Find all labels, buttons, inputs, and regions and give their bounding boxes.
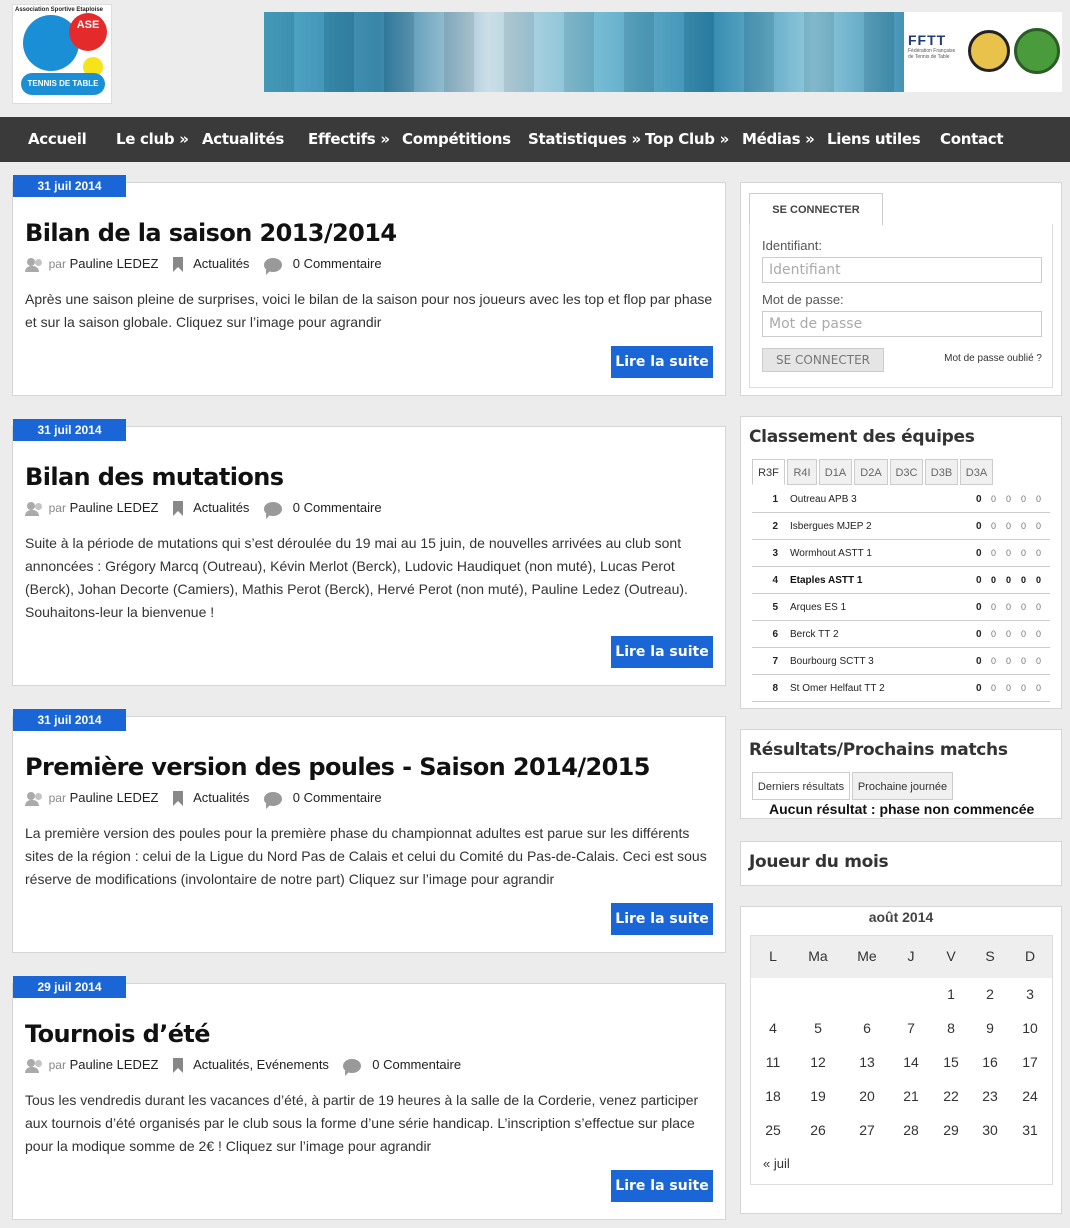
- nav-contact[interactable]: Contact: [940, 130, 1004, 148]
- username-input[interactable]: Identifiant: [762, 257, 1042, 283]
- tab-next-round[interactable]: Prochaine journée: [852, 772, 953, 800]
- calendar-day: 10: [1022, 1020, 1038, 1036]
- team-stat: 0: [1036, 494, 1042, 504]
- calendar-day: 5: [814, 1020, 822, 1036]
- read-more-button[interactable]: Lire la suite: [611, 1170, 713, 1202]
- player-of-month-title: Joueur du mois: [749, 852, 889, 872]
- category-icon: [173, 501, 183, 516]
- calendar-day: 26: [810, 1122, 826, 1138]
- rank-position: 3: [772, 548, 778, 559]
- calendar-title: août 2014: [868, 909, 934, 925]
- team-name: Bourbourg SCTT 3: [790, 656, 874, 667]
- ranking-widget: [740, 416, 1062, 709]
- calendar-day: 13: [859, 1054, 875, 1070]
- committee-seal-logo[interactable]: [968, 30, 1010, 72]
- team-stat: 0: [1006, 629, 1012, 639]
- calendar-day: 1: [947, 986, 955, 1002]
- calendar-day: 19: [810, 1088, 826, 1104]
- calendar-day: 11: [765, 1054, 781, 1070]
- calendar-day: 29: [943, 1122, 959, 1138]
- team-stat: 0: [991, 683, 997, 693]
- username-label: Identifiant:: [762, 238, 822, 253]
- calendar-day: 7: [907, 1020, 915, 1036]
- comment-icon: [264, 792, 282, 806]
- rank-position: 5: [772, 602, 778, 613]
- calendar-day: 16: [982, 1054, 998, 1070]
- team-name: Isbergues MJEP 2: [790, 521, 872, 532]
- team-stat: 0: [1006, 602, 1012, 612]
- calendar-day: 3: [1026, 986, 1034, 1002]
- read-more-button[interactable]: Lire la suite: [611, 636, 713, 668]
- post-date: 31 juil 2014: [13, 419, 126, 441]
- post-excerpt: Suite à la période de mutations qui s’est déroulée du 19 mai au 15 juin, de nouvelles arrivées au club sont annoncées : Grégory Marcq (Outreau), Kévin Merlot (Berck), Ludovic Haudiquet (non muté), Lucas Perot (Berck), Johan Decorte (Camiers), Mathis Perot (Berck), Hervé Perot (non muté), Pauline Ledez (Outreau). Souhaitons-leur la bienvenue !: [25, 535, 688, 620]
- calendar-day: 27: [859, 1122, 875, 1138]
- calendar-day: 24: [1022, 1088, 1038, 1104]
- calendar-day: 9: [986, 1020, 994, 1036]
- calendar-day: 14: [903, 1054, 919, 1070]
- main-nav: [0, 117, 1070, 162]
- comment-icon: [264, 502, 282, 516]
- ranking-row: [752, 540, 1050, 567]
- author-link[interactable]: Pauline LEDEZ: [69, 1057, 159, 1072]
- author-icon: [25, 1059, 45, 1073]
- calendar-day: 12: [810, 1054, 826, 1070]
- weekday-label: Ma: [808, 948, 828, 964]
- nav-actualites[interactable]: Actualités: [202, 130, 285, 148]
- club-logo[interactable]: [12, 4, 112, 104]
- author-icon: [25, 258, 45, 272]
- author-link[interactable]: Pauline LEDEZ: [69, 790, 159, 805]
- calendar-day: 17: [1022, 1054, 1038, 1070]
- calendar-day: 23: [982, 1088, 998, 1104]
- team-points: 0: [976, 656, 982, 667]
- category-icon: [173, 791, 183, 806]
- team-stat: 0: [1036, 521, 1042, 531]
- post-card: [12, 423, 726, 686]
- author-icon: [25, 502, 45, 516]
- team-stat: 0: [1006, 575, 1012, 585]
- rank-position: 4: [772, 575, 778, 586]
- login-tab[interactable]: SE CONNECTER: [749, 193, 883, 225]
- header-banner: [264, 12, 1062, 92]
- calendar-grid: [750, 935, 1053, 1185]
- fftt-subtitle: Fédération Française de Tennis de Table: [908, 48, 956, 60]
- ranking-row: [752, 486, 1050, 513]
- team-points: 0: [976, 548, 982, 559]
- rank-position: 6: [772, 629, 778, 640]
- post-date: 31 juil 2014: [13, 175, 126, 197]
- comment-icon: [343, 1059, 361, 1073]
- team-points: 0: [976, 575, 982, 586]
- calendar-day: 22: [943, 1088, 959, 1104]
- no-result-message: Aucun résultat : phase non commencée: [769, 801, 1035, 817]
- calendar-day: 4: [769, 1020, 777, 1036]
- password-label: Mot de passe:: [762, 292, 844, 307]
- team-points: 0: [976, 683, 982, 694]
- nav-top-club[interactable]: Top Club »: [645, 130, 729, 148]
- category-link[interactable]: Actualités: [193, 790, 250, 805]
- calendar-day: 21: [903, 1088, 919, 1104]
- team-name: Berck TT 2: [790, 629, 839, 640]
- team-stat: 0: [1006, 683, 1012, 693]
- ranking-row: [752, 621, 1050, 648]
- team-stat: 0: [991, 602, 997, 612]
- team-stat: 0: [1021, 602, 1027, 612]
- league-seal-logo[interactable]: [1014, 28, 1060, 74]
- post-excerpt: Tous les vendredis durant les vacances d’été, à partir de 19 heures à la salle de la Corderie, venez participer aux tournois d’été organisés par le club sous la forme d’une série handicap. L’inscription s’effectue sur place pour la modique somme de 2€ ! Cliquez sur l’image pour agrandir: [25, 1092, 699, 1154]
- tab-d1a[interactable]: D1A: [819, 459, 852, 485]
- team-stat: 0: [1036, 683, 1042, 693]
- results-widget: [740, 729, 1062, 819]
- calendar-day: 8: [947, 1020, 955, 1036]
- category-link-2[interactable]: Evénements: [256, 1057, 329, 1072]
- read-more-button[interactable]: Lire la suite: [611, 346, 713, 378]
- calendar-prev-month-link[interactable]: « juil: [763, 1156, 790, 1171]
- team-stat: 0: [1006, 521, 1012, 531]
- post-meta: [25, 255, 382, 273]
- category-link[interactable]: Actualités: [193, 500, 250, 515]
- weekday-label: D: [1024, 948, 1036, 964]
- post-title[interactable]: Tournois d’été: [25, 1020, 210, 1048]
- post-card: [12, 179, 726, 396]
- post-excerpt: La première version des poules pour la première phase du championnat adultes est parue sur les différents sites de la région : celui de la Ligue du Nord Pas de Calais et celui du Comité du Pas-de-Calais. Ceci est sous réserve de modifications (involontaire de notre part) Cliquez sur l’image pour agrandir: [25, 825, 707, 887]
- category-icon: [173, 1058, 183, 1073]
- team-points: 0: [976, 602, 982, 613]
- team-stat: 0: [1021, 656, 1027, 666]
- post-meta: par Pauline LEDEZ Actualités, Evénements 0 Commentaire: [25, 1056, 461, 1074]
- tab-last-results[interactable]: Derniers résultats: [752, 772, 850, 800]
- weekday-label: Me: [857, 948, 877, 964]
- weekday-label: S: [985, 948, 995, 964]
- team-name: Etaples ASTT 1: [790, 575, 863, 586]
- tab-r4i[interactable]: R4I: [787, 459, 817, 485]
- login-panel: [749, 224, 1053, 388]
- player-of-month-widget: [740, 841, 1062, 886]
- comments-link[interactable]: 0 Commentaire: [292, 500, 382, 515]
- nav-liens-utiles[interactable]: Liens utiles: [827, 130, 921, 148]
- ranking-row: [752, 648, 1050, 675]
- fftt-logo[interactable]: [908, 32, 962, 72]
- post-meta: [25, 789, 382, 807]
- team-points: 0: [976, 521, 982, 532]
- nav-effectifs[interactable]: Effectifs »: [308, 130, 390, 148]
- ranking-row: [752, 594, 1050, 621]
- team-stat: 0: [1021, 494, 1027, 504]
- category-icon: [173, 257, 183, 272]
- team-stat: 0: [1021, 521, 1027, 531]
- ranking-row: [752, 513, 1050, 540]
- results-title: Résultats/Prochains matchs: [749, 740, 1008, 760]
- team-stat: 0: [1036, 575, 1042, 585]
- logo-top-text: Association Sportive Etaploise: [15, 7, 104, 13]
- nav-competitions[interactable]: Compétitions: [402, 130, 511, 148]
- calendar-day: 31: [1022, 1122, 1038, 1138]
- tab-d2a[interactable]: D2A: [854, 459, 888, 485]
- rank-position: 8: [772, 683, 778, 694]
- post-title[interactable]: Première version des poules - Saison 2014/2015: [25, 753, 650, 781]
- calendar-day: 25: [765, 1122, 781, 1138]
- team-stat: 0: [1006, 656, 1012, 666]
- team-points: 0: [976, 629, 982, 640]
- rank-position: 2: [772, 521, 778, 532]
- team-stat: 0: [1021, 629, 1027, 639]
- post-title[interactable]: Bilan de la saison 2013/2014: [25, 219, 397, 247]
- tab-d3b[interactable]: D3B: [925, 459, 958, 485]
- comments-link[interactable]: 0 Commentaire: [292, 790, 382, 805]
- comment-icon: [264, 258, 282, 272]
- login-widget: [740, 182, 1062, 396]
- rank-position: 7: [772, 656, 778, 667]
- team-points: 0: [976, 494, 982, 505]
- nav-medias[interactable]: Médias »: [742, 130, 815, 148]
- team-stat: 0: [991, 521, 997, 531]
- team-stat: 0: [991, 656, 997, 666]
- site-header: [0, 0, 1070, 117]
- ranking-title: Classement des équipes: [749, 427, 975, 447]
- author-link[interactable]: Pauline LEDEZ: [69, 500, 159, 515]
- team-stat: 0: [1036, 629, 1042, 639]
- rank-position: 1: [772, 494, 778, 505]
- nav-statistiques[interactable]: Statistiques »: [528, 130, 641, 148]
- team-name: Wormhout ASTT 1: [790, 548, 872, 559]
- team-name: Outreau APB 3: [790, 494, 857, 505]
- calendar-day: 2: [986, 986, 994, 1002]
- calendar-day: 18: [765, 1088, 781, 1104]
- ranking-row-highlight: [752, 567, 1050, 594]
- calendar-day: 28: [903, 1122, 919, 1138]
- weekday-label: L: [769, 948, 777, 964]
- post-title[interactable]: Bilan des mutations: [25, 463, 284, 491]
- forgot-password-link[interactable]: Mot de passe oublié ?: [944, 353, 1042, 364]
- read-more-button[interactable]: Lire la suite: [611, 903, 713, 935]
- author-icon: [25, 792, 45, 806]
- by-label: par: [48, 257, 66, 271]
- team-stat: 0: [1021, 575, 1027, 585]
- by-label: par: [48, 1058, 66, 1072]
- team-stat: 0: [1006, 494, 1012, 504]
- post-date: 31 juil 2014: [13, 709, 126, 731]
- fftt-mark: FFTT: [908, 32, 947, 48]
- comments-link[interactable]: 0 Commentaire: [372, 1057, 462, 1072]
- team-stat: 0: [991, 494, 997, 504]
- login-button[interactable]: SE CONNECTER: [762, 348, 884, 372]
- logo-badge: ASE: [69, 13, 107, 51]
- nav-accueil[interactable]: Accueil: [28, 130, 87, 148]
- calendar-day: 15: [943, 1054, 959, 1070]
- tab-d3a[interactable]: D3A: [960, 459, 993, 485]
- calendar-day: 6: [863, 1020, 871, 1036]
- team-photo: [264, 12, 904, 92]
- calendar-day: 30: [982, 1122, 998, 1138]
- calendar-widget: [740, 906, 1062, 1214]
- post-date: 29 juil 2014: [13, 976, 126, 998]
- author-link[interactable]: Pauline LEDEZ: [69, 256, 159, 271]
- post-meta: [25, 499, 382, 517]
- post-card: [12, 980, 726, 1220]
- tab-r3f[interactable]: R3F: [752, 459, 785, 485]
- post-excerpt: Après une saison pleine de surprises, voici le bilan de la saison pour nos joueurs avec les top et flop par phase et sur la saison globale. Cliquez sur l’image pour agrandir: [25, 291, 713, 330]
- team-stat: 0: [1021, 548, 1027, 558]
- team-stat: 0: [1006, 548, 1012, 558]
- team-name: Arques ES 1: [790, 602, 847, 613]
- logo-ribbon: TENNIS DE TABLE: [21, 73, 105, 95]
- by-label: par: [48, 501, 66, 515]
- team-stat: 0: [991, 548, 997, 558]
- team-stat: 0: [1036, 602, 1042, 612]
- calendar-day: 20: [859, 1088, 875, 1104]
- team-stat: 0: [1036, 548, 1042, 558]
- comments-link[interactable]: 0 Commentaire: [292, 256, 382, 271]
- weekday-label: V: [946, 948, 956, 964]
- post-card: [12, 713, 726, 953]
- by-label: par: [48, 791, 66, 805]
- weekday-label: J: [907, 948, 915, 964]
- team-stat: 0: [1021, 683, 1027, 693]
- category-link[interactable]: Actualités: [193, 256, 250, 271]
- team-stat: 0: [991, 575, 997, 585]
- tab-d3c[interactable]: D3C: [890, 459, 923, 485]
- ranking-row: [752, 675, 1050, 702]
- team-stat: 0: [1036, 656, 1042, 666]
- nav-le-club[interactable]: Le club »: [116, 130, 189, 148]
- password-input[interactable]: Mot de passe: [762, 311, 1042, 337]
- team-stat: 0: [991, 629, 997, 639]
- team-name: St Omer Helfaut TT 2: [790, 683, 885, 694]
- category-link[interactable]: Actualités: [193, 1057, 250, 1072]
